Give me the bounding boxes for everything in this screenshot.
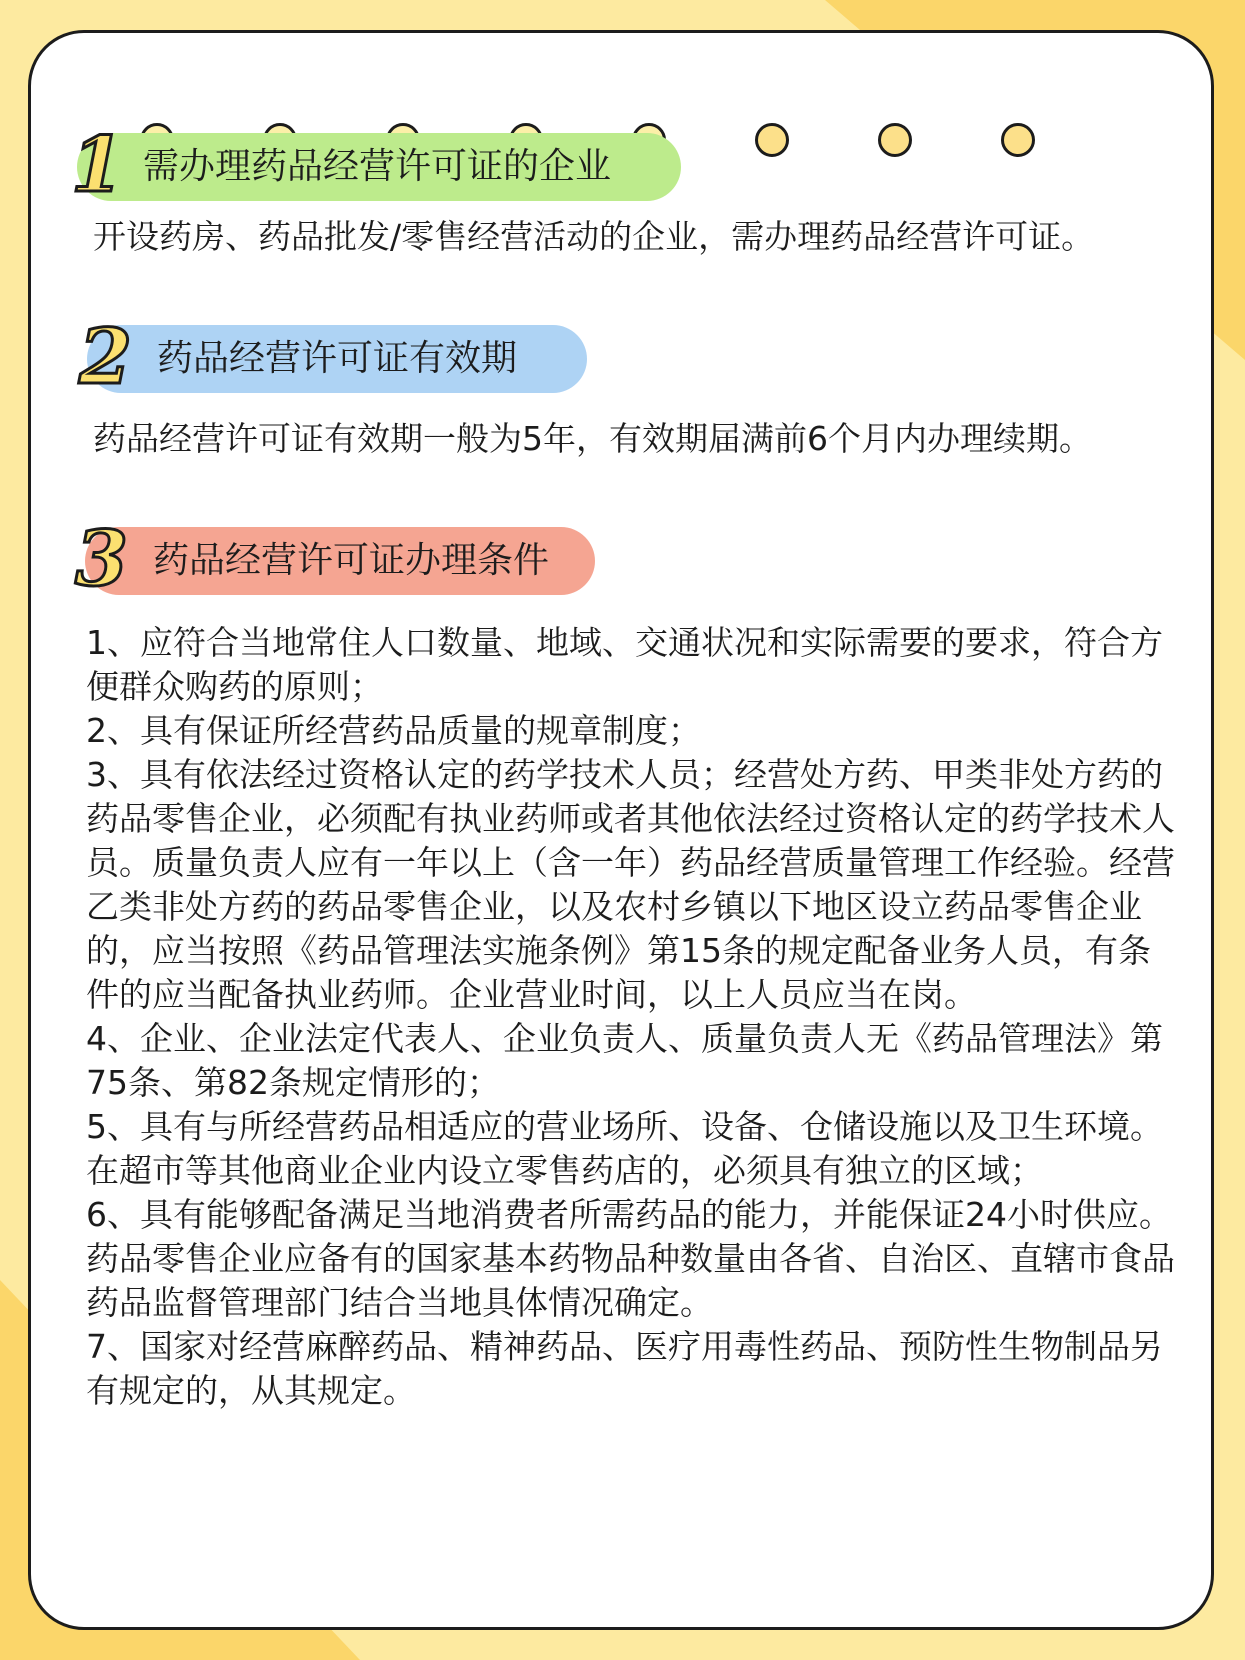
section-2-number: 2 <box>79 312 132 401</box>
section-1-title: 需办理药品经营许可证的企业 <box>143 146 612 187</box>
list-item: 6、具有能够配备满足当地消费者所需药品的能力，并能保证24小时供应。药品零售企业应备有的国家基本药物品种数量由各省、自治区、直辖市食品药品监督管理部门结合当地具体情况确定。 <box>86 1195 1175 1322</box>
list-item: 4、企业、企业法定代表人、企业负责人、质量负责人无《药品管理法》第75条、第82条规定情形的； <box>86 1019 1163 1102</box>
list-item: 2、具有保证所经营药品质量的规章制度； <box>86 711 701 750</box>
list-item: 3、具有依法经过资格认定的药学技术人员；经营处方药、甲类非处方药的药品零售企业，必须配有执业药师或者其他依法经过资格认定的药学技术人员。质量负责人应有一年以上（含一年）药品经营质量管理工作经验。经营乙类非处方药的药品零售企业，以及农村乡镇以下地区设立药品零售企业的，应当按照《药品管理法实施条例》第15条的规定配备业务人员，有条件的应当配备执业药师。企业营业时间，以上人员应当在岗。 <box>86 755 1175 1014</box>
conditions-list <box>86 621 1176 1413</box>
list-item: 5、具有与所经营药品相适应的营业场所、设备、仓储设施以及卫生环境。在超市等其他商业企业内设立零售药店的，必须具有独立的区域； <box>86 1107 1163 1190</box>
section-3-heading <box>75 514 615 603</box>
section-1-heading <box>71 120 711 209</box>
binder-dot <box>755 123 789 157</box>
binder-dot <box>1001 123 1035 157</box>
section-3-number: 3 <box>75 514 128 603</box>
content-card <box>28 30 1214 1630</box>
section-2-body: 药品经营许可证有效期一般为5年，有效期届满前6个月内办理续期。 <box>93 419 1092 458</box>
list-item: 1、应符合当地常住人口数量、地域、交通状况和实际需要的要求，符合方便群众购药的原则； <box>86 623 1163 706</box>
section-1-number: 1 <box>71 120 124 209</box>
section-2-heading <box>79 312 599 401</box>
section-1-body: 开设药房、药品批发/零售经营活动的企业，需办理药品经营许可证。 <box>93 217 1095 256</box>
list-item: 7、国家对经营麻醉药品、精神药品、医疗用毒性药品、预防性生物制品另有规定的，从其规定。 <box>86 1327 1163 1410</box>
section-2-title: 药品经营许可证有效期 <box>157 338 518 379</box>
binder-dot <box>878 123 912 157</box>
section-3-title: 药品经营许可证办理条件 <box>153 540 550 581</box>
